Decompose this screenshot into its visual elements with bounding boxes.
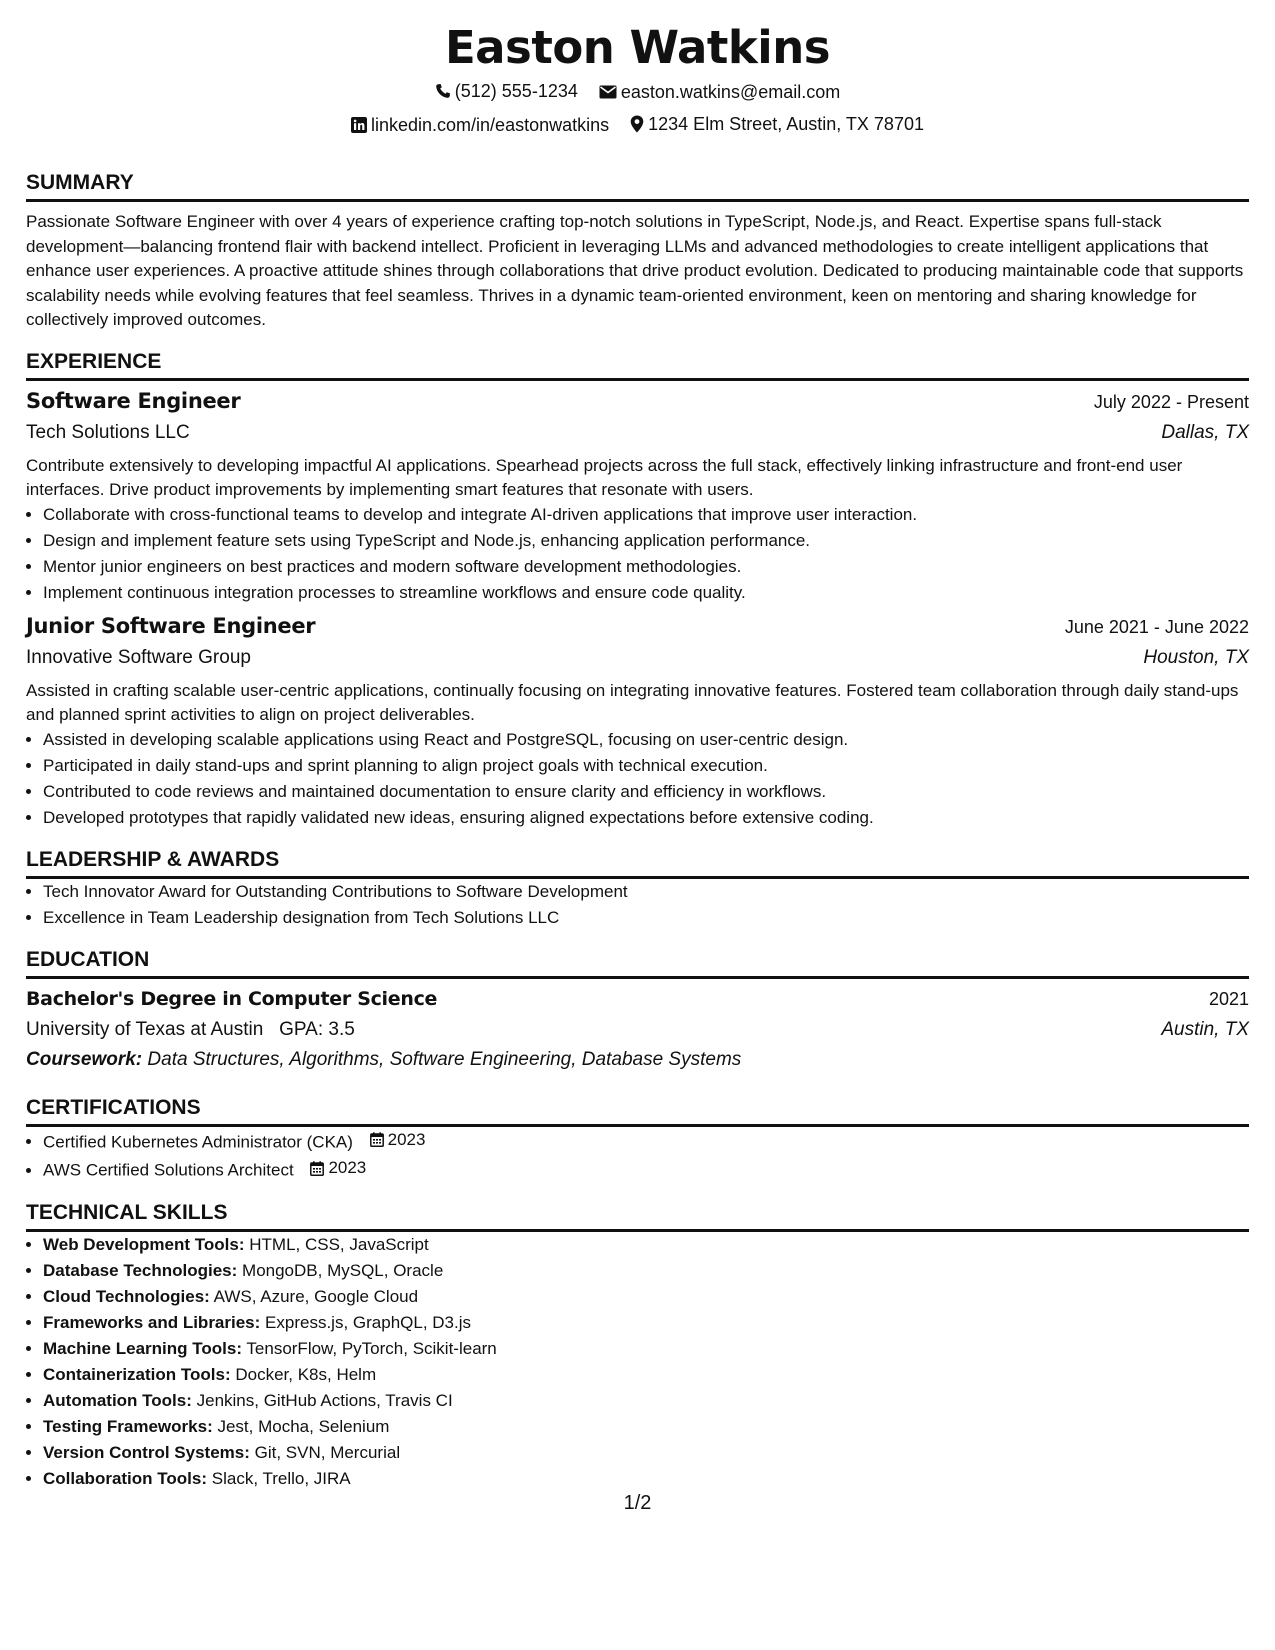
- school-name: University of Texas at Austin: [26, 1018, 264, 1040]
- coursework-line: [26, 1047, 1249, 1072]
- job-subheader: [26, 420, 1249, 445]
- skill-value: Jenkins, GitHub Actions, Travis CI: [196, 1390, 453, 1410]
- summary-text: Passionate Software Engineer with over 4 years of experience crafting top-notch solutions in TypeScript, Node.js, and React. Expertise spans full-stack development—balancing frontend flair with backend intellect. Proficient in leveraging LLMs and advanced methodologies to create intelligent applications that enhance user experiences. A proactive attitude shines through collaborations that drive product evolution. Dedicated to producing maintainable code that supports scalability needs while evolving features that feel seamless. Thrives in a dynamic team-oriented environment, keen on mentoring and sharing knowledge for collectively improved outcomes.: [26, 212, 1244, 329]
- job-company: Tech Solutions LLC: [26, 421, 190, 443]
- education-subheader: [26, 1017, 1249, 1042]
- job-title: Junior Software Engineer: [26, 613, 316, 638]
- skill-item: [43, 1258, 1249, 1284]
- contact-row-2: [26, 113, 1249, 138]
- gpa: GPA: 3.5: [279, 1018, 355, 1040]
- skill-item: [43, 1284, 1249, 1310]
- education-section: [26, 946, 1249, 1072]
- skill-value: Git, SVN, Mercurial: [254, 1442, 401, 1462]
- list-item: • Participated in daily stand-ups and sprint planning to align project goals with technical execution.: [43, 753, 1249, 779]
- email-address[interactable]: easton.watkins@email.com: [620, 82, 841, 102]
- section-title-summary: SUMMARY: [26, 169, 1249, 202]
- cert-year: 2023: [387, 1129, 426, 1149]
- list-item: • Developed prototypes that rapidly validated new ideas, ensuring aligned expectations before extensive coding.: [43, 805, 1249, 831]
- skills-list: [26, 1232, 1249, 1492]
- page-number: 1/2: [623, 1492, 652, 1514]
- skill-label: Containerization Tools:: [43, 1364, 231, 1384]
- envelope-icon: [599, 85, 617, 99]
- cert-date: [310, 1155, 366, 1181]
- awards-list: [26, 879, 1249, 931]
- section-title-skills: TECHNICAL SKILLS: [26, 1199, 1249, 1232]
- calendar-icon: [310, 1161, 324, 1176]
- job-header: [26, 614, 1249, 640]
- list-item: • Contributed to code reviews and maintained documentation to ensure clarity and efficiency in workflows.: [43, 779, 1249, 805]
- job-dates: June 2021 - June 2022: [1064, 616, 1249, 637]
- calendar-icon: [370, 1132, 384, 1147]
- experience-section: [26, 348, 1249, 831]
- skill-value: Jest, Mocha, Selenium: [217, 1416, 390, 1436]
- skill-item: [43, 1388, 1249, 1414]
- contact-phone: [435, 80, 578, 102]
- job-company: Innovative Software Group: [26, 646, 251, 668]
- section-title-experience: EXPERIENCE: [26, 348, 1249, 381]
- skills-section: [26, 1199, 1249, 1492]
- skill-value: TensorFlow, PyTorch, Scikit-learn: [246, 1338, 497, 1358]
- degree-title: Bachelor's Degree in Computer Science: [26, 987, 438, 1010]
- contact-email[interactable]: [599, 81, 840, 103]
- skill-label: Testing Frameworks:: [43, 1416, 213, 1436]
- job-description: Contribute extensively to developing impactful AI applications. Spearhead projects across the full stack, effectively linking infrastructure and front-end user interfaces. Drive product improvements by implementing smart features that resonate with users.: [26, 455, 1183, 499]
- skill-value: AWS, Azure, Google Cloud: [213, 1286, 419, 1306]
- coursework-list: Data Structures, Algorithms, Software Engineering, Database Systems: [147, 1048, 742, 1070]
- skill-label: Web Development Tools:: [43, 1234, 245, 1254]
- job-header: [26, 389, 1249, 415]
- linkedin-icon: [351, 117, 367, 133]
- skill-label: Machine Learning Tools:: [43, 1338, 242, 1358]
- graduation-year: 2021: [1208, 988, 1249, 1009]
- skill-item: [43, 1336, 1249, 1362]
- list-item: • Mentor junior engineers on best practices and modern software development methodologies.: [43, 554, 1249, 580]
- skill-label: Database Technologies:: [43, 1260, 238, 1280]
- contact-row-1: [26, 80, 1249, 104]
- skill-item: [43, 1466, 1249, 1492]
- linkedin-url[interactable]: linkedin.com/in/eastonwatkins: [371, 115, 610, 135]
- certifications-section: [26, 1094, 1249, 1184]
- skill-value: HTML, CSS, JavaScript: [249, 1234, 429, 1254]
- coursework-label: Coursework:: [26, 1048, 143, 1070]
- skill-item: [43, 1232, 1249, 1258]
- skill-label: Cloud Technologies:: [43, 1286, 210, 1306]
- skill-item: [43, 1310, 1249, 1336]
- job-bullets: [26, 727, 1249, 831]
- skill-item: [43, 1440, 1249, 1466]
- list-item: • Collaborate with cross-functional teams to develop and integrate AI-driven applications that improve user interaction.: [43, 502, 1249, 528]
- list-item: • Design and implement feature sets using TypeScript and Node.js, enhancing application performance.: [43, 528, 1249, 554]
- list-item: • Excellence in Team Leadership designation from Tech Solutions LLC: [43, 905, 1249, 931]
- summary-section: [26, 169, 1249, 333]
- skill-label: Frameworks and Libraries:: [43, 1312, 261, 1332]
- street-address: 1234 Elm Street, Austin, TX 78701: [648, 114, 924, 134]
- education-header: [26, 987, 1249, 1012]
- job-dates: July 2022 - Present: [1093, 391, 1249, 412]
- skill-label: Automation Tools:: [43, 1390, 192, 1410]
- school-location: Austin, TX: [1161, 1018, 1249, 1040]
- skill-item: [43, 1414, 1249, 1440]
- contact-linkedin[interactable]: [351, 114, 609, 136]
- job-entry: [26, 614, 1249, 831]
- cert-date: [370, 1127, 426, 1153]
- job-location: Dallas, TX: [1161, 421, 1249, 443]
- skill-value: Express.js, GraphQL, D3.js: [265, 1312, 472, 1332]
- list-item: [43, 1127, 1249, 1156]
- list-item: • Implement continuous integration processes to streamline workflows and ensure code quality.: [43, 580, 1249, 606]
- cert-year: 2023: [328, 1158, 367, 1177]
- job-title: Software Engineer: [26, 388, 241, 413]
- job-description: Assisted in crafting scalable user-centric applications, continually focusing on integrating innovative features. Fostered team collaboration through daily stand-ups and planned sprint activities to align on project deliverables.: [26, 680, 1239, 724]
- section-title-education: EDUCATION: [26, 946, 1249, 979]
- list-item: • Assisted in developing scalable applications using React and PostgreSQL, focusing on user-centric design.: [43, 727, 1249, 753]
- job-location: Houston, TX: [1143, 646, 1249, 668]
- skill-value: Docker, K8s, Helm: [235, 1364, 377, 1384]
- cert-name: AWS Certified Solutions Architect: [43, 1160, 294, 1180]
- phone-icon: [435, 83, 451, 99]
- cert-name: Certified Kubernetes Administrator (CKA): [43, 1132, 353, 1151]
- list-item: • Tech Innovator Award for Outstanding Contributions to Software Development: [43, 879, 1249, 905]
- skill-label: Collaboration Tools:: [43, 1468, 208, 1488]
- job-bullets: [26, 502, 1249, 606]
- skill-value: MongoDB, MySQL, Oracle: [242, 1260, 444, 1280]
- certifications-list: [26, 1127, 1249, 1184]
- skill-label: Version Control Systems:: [43, 1442, 250, 1462]
- school-line: [26, 1017, 355, 1042]
- map-pin-icon: [630, 115, 644, 133]
- section-title-certifications: CERTIFICATIONS: [26, 1094, 1249, 1127]
- section-title-leadership: LEADERSHIP & AWARDS: [26, 846, 1249, 879]
- phone-number: (512) 555-1234: [454, 81, 578, 101]
- candidate-name: Easton Watkins: [444, 21, 831, 74]
- skill-item: [43, 1362, 1249, 1388]
- job-entry: [26, 389, 1249, 606]
- job-subheader: [26, 645, 1249, 670]
- list-item: [43, 1155, 1249, 1184]
- leadership-section: [26, 846, 1249, 931]
- contact-address: [630, 113, 924, 135]
- skill-value: Slack, Trello, JIRA: [211, 1468, 351, 1488]
